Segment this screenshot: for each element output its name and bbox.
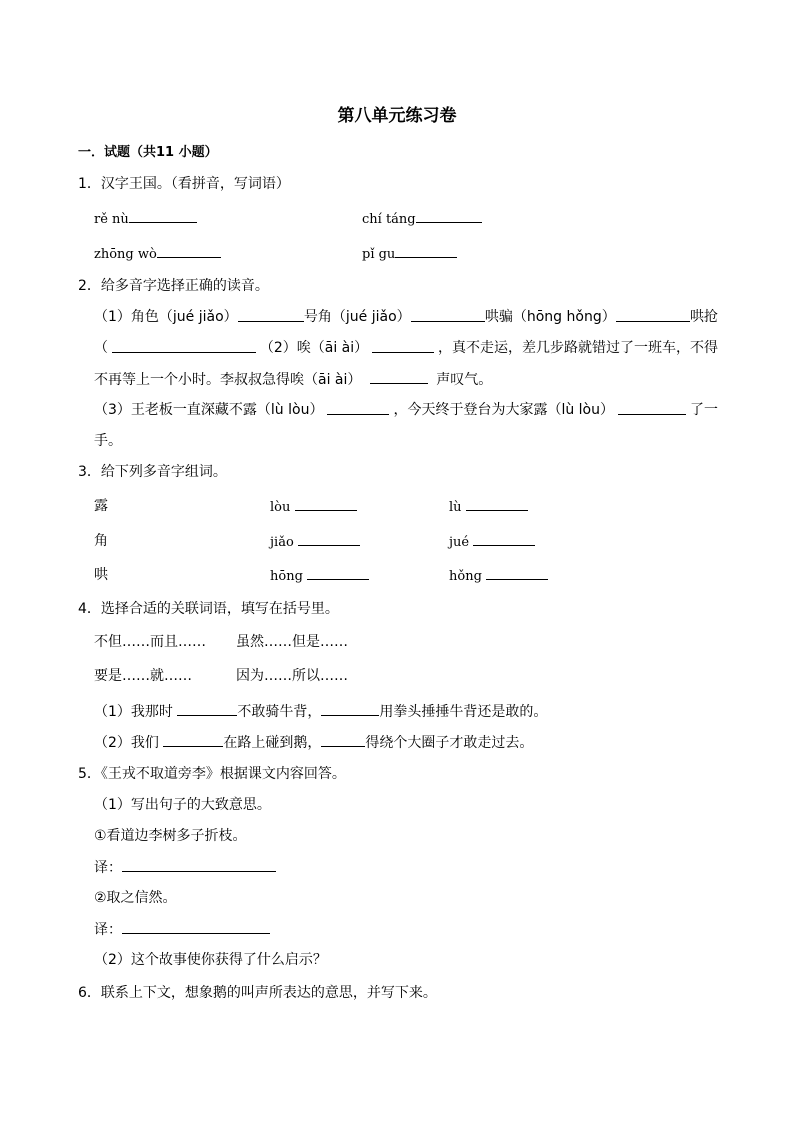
- q2-line-2: [94, 338, 718, 358]
- answer-blank[interactable]: [238, 307, 304, 322]
- q2-text: 哄抢: [689, 309, 718, 325]
- q1-item-1: [94, 208, 197, 230]
- q2-text: 了一: [690, 402, 718, 418]
- q5-translation-2: [94, 919, 270, 940]
- question-6-stem: 6．联系上下文，想象鹅的叫声所表达的意思，并写下来。: [78, 985, 437, 1001]
- q4-text: 得绕个大圈子才敢走过去。: [365, 735, 534, 751]
- q2-text: 号角（jué jiǎo）: [303, 309, 411, 325]
- q4-text: 不敢骑牛背，: [237, 704, 322, 720]
- q5-sub-2: （2）这个故事使你获得了什么启示？: [94, 952, 327, 968]
- answer-blank[interactable]: [416, 208, 482, 223]
- q2-text: （: [94, 340, 108, 356]
- question-5-stem: 5．《王戎不取道旁李》根据课文内容回答。: [78, 766, 346, 782]
- question-3-stem: 3．给下列多音字组词。: [78, 464, 227, 480]
- q2-line-3: [94, 369, 492, 390]
- q3-char: 角: [94, 533, 108, 549]
- answer-blank[interactable]: [321, 701, 379, 716]
- answer-blank[interactable]: [177, 701, 237, 716]
- answer-blank[interactable]: [486, 565, 548, 580]
- answer-blank[interactable]: [122, 857, 276, 872]
- question-2-stem: 2．给多音字选择正确的读音。: [78, 278, 269, 294]
- q5-translation-1: [94, 857, 276, 878]
- answer-blank[interactable]: [112, 338, 256, 353]
- answer-blank[interactable]: [372, 338, 434, 353]
- q2-text: 哄骗（hōng hǒng）: [484, 309, 616, 325]
- answer-blank[interactable]: [618, 400, 686, 415]
- q2-text: ，今天终于登台为大家露（lù lòu）: [393, 402, 614, 418]
- pinyin: jiǎo: [270, 535, 294, 550]
- answer-blank[interactable]: [157, 243, 221, 258]
- q2-text: （3）王老板一直深藏不露（lù lòu）: [94, 402, 324, 418]
- question-4-stem: 4．选择合适的关联词语，填写在括号里。: [78, 601, 339, 617]
- q3-char: 露: [94, 498, 108, 514]
- answer-blank[interactable]: [307, 565, 369, 580]
- q2-text: 不再等上一个小时。李叔叔急得唉（āi ài）: [94, 372, 362, 388]
- answer-blank[interactable]: [395, 243, 457, 258]
- q2-text: ，真不走运，差几步路就错过了一班车，不得: [437, 340, 718, 356]
- q4-option: 不但……而且……: [94, 634, 206, 650]
- translation-label: 译：: [94, 922, 122, 938]
- q2-text: （2）唉（āi ài）: [259, 340, 369, 356]
- q1-item-2: [362, 208, 482, 230]
- pinyin: jué: [449, 535, 470, 550]
- answer-blank[interactable]: [122, 919, 270, 934]
- answer-blank[interactable]: [163, 732, 223, 747]
- pinyin: hōng: [270, 569, 303, 584]
- answer-blank[interactable]: [370, 369, 428, 384]
- section-header: 一．试题（共11 小题）: [78, 145, 218, 160]
- q3-item: [449, 496, 528, 518]
- answer-blank[interactable]: [295, 496, 357, 511]
- q4-option: 虽然……但是……: [236, 634, 348, 650]
- q3-item: [270, 531, 360, 553]
- pinyin: lòu: [270, 500, 291, 515]
- q2-line-4: [94, 400, 718, 420]
- q2-line-1: [94, 307, 718, 327]
- answer-blank[interactable]: [411, 307, 485, 322]
- answer-blank[interactable]: [327, 400, 389, 415]
- q4-option: 要是……就……: [94, 668, 192, 684]
- answer-blank[interactable]: [129, 208, 197, 223]
- q4-sentence-2: [94, 732, 533, 753]
- q3-item: [270, 496, 357, 518]
- answer-blank[interactable]: [616, 307, 690, 322]
- q4-option: 因为……所以……: [236, 668, 348, 684]
- q2-line-5: 手。: [94, 433, 122, 449]
- pinyin: zhōng wò: [94, 247, 157, 262]
- answer-blank[interactable]: [473, 531, 535, 546]
- q4-sentence-1: [94, 701, 547, 722]
- translation-label: 译：: [94, 860, 122, 876]
- q3-item: [270, 565, 369, 587]
- q3-item: [449, 565, 548, 587]
- pinyin: pǐ gu: [362, 247, 396, 262]
- q4-text: （2）我们: [94, 735, 159, 751]
- q5-sub-1: （1）写出句子的大致意思。: [94, 797, 271, 813]
- q2-text: 声叹气。: [436, 372, 493, 388]
- q4-text: （1）我那时: [94, 704, 173, 720]
- q1-item-4: [362, 243, 457, 265]
- answer-blank[interactable]: [298, 531, 360, 546]
- q1-item-3: [94, 243, 221, 265]
- q5-sentence-2: ②取之信然。: [94, 890, 177, 906]
- q5-sentence-1: ①看道边李树多子折枝。: [94, 828, 247, 844]
- pinyin: chí táng: [362, 212, 416, 227]
- answer-blank[interactable]: [321, 732, 365, 747]
- pinyin: lù: [449, 500, 462, 515]
- answer-blank[interactable]: [466, 496, 528, 511]
- pinyin: rě nù: [94, 212, 129, 227]
- q3-char: 哄: [94, 567, 108, 583]
- question-1-stem: 1．汉字王国。（看拼音，写词语）: [78, 176, 290, 192]
- pinyin: hǒng: [449, 569, 482, 584]
- page-title: 第八单元练习卷: [337, 106, 457, 126]
- q4-text: 在路上碰到鹅，: [223, 735, 322, 751]
- q4-text: 用拳头捶捶牛背还是敢的。: [379, 704, 548, 720]
- q2-text: （1）角色（jué jiǎo）: [94, 309, 238, 325]
- q3-item: [449, 531, 535, 553]
